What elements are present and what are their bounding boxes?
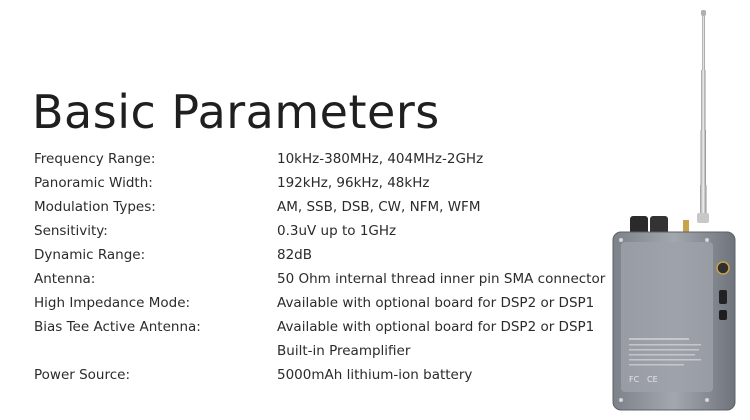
spec-value: 10kHz-380MHz, 404MHz-2GHz xyxy=(277,151,484,167)
spec-value: AM, SSB, DSB, CW, NFM, WFM xyxy=(277,199,481,215)
table-row xyxy=(34,291,607,315)
spec-value: 50 Ohm internal thread inner pin SMA connector xyxy=(277,271,606,287)
spec-label: Sensitivity: xyxy=(34,223,108,239)
receiver-device-image xyxy=(595,0,750,420)
spec-label: Bias Tee Active Antenna: xyxy=(34,319,201,335)
svg-text:FC: FC xyxy=(629,375,640,384)
table-row xyxy=(34,147,607,171)
spec-label: Antenna: xyxy=(34,271,96,287)
spec-value: 82dB xyxy=(277,247,313,263)
table-row xyxy=(34,315,607,339)
table-row xyxy=(34,339,607,363)
table-row xyxy=(34,243,607,267)
spec-value: Available with optional board for DSP2 or DSP1 xyxy=(277,295,595,311)
table-row xyxy=(34,195,607,219)
spec-label: Frequency Range: xyxy=(34,151,156,167)
svg-text:CE: CE xyxy=(647,375,658,384)
spec-label: Dynamic Range: xyxy=(34,247,146,263)
spec-label: Modulation Types: xyxy=(34,199,156,215)
spec-label: High Impedance Mode: xyxy=(34,295,191,311)
spec-label: Power Source: xyxy=(34,367,131,383)
spec-value: 5000mAh lithium-ion battery xyxy=(277,367,473,383)
spec-value: 192kHz, 96kHz, 48kHz xyxy=(277,175,430,191)
spec-label: Panoramic Width: xyxy=(34,175,153,191)
spec-value: Available with optional board for DSP2 or DSP1 xyxy=(277,319,595,335)
table-row xyxy=(34,171,607,195)
spec-label xyxy=(34,339,277,363)
spec-value: Built-in Preamplifier xyxy=(277,343,411,359)
page-title: Basic Parameters xyxy=(32,85,440,139)
spec-table xyxy=(34,147,607,387)
table-row xyxy=(34,267,607,291)
spec-value: 0.3uV up to 1GHz xyxy=(277,223,397,239)
table-row xyxy=(34,363,607,387)
table-row xyxy=(34,219,607,243)
antenna-icon xyxy=(697,10,709,223)
